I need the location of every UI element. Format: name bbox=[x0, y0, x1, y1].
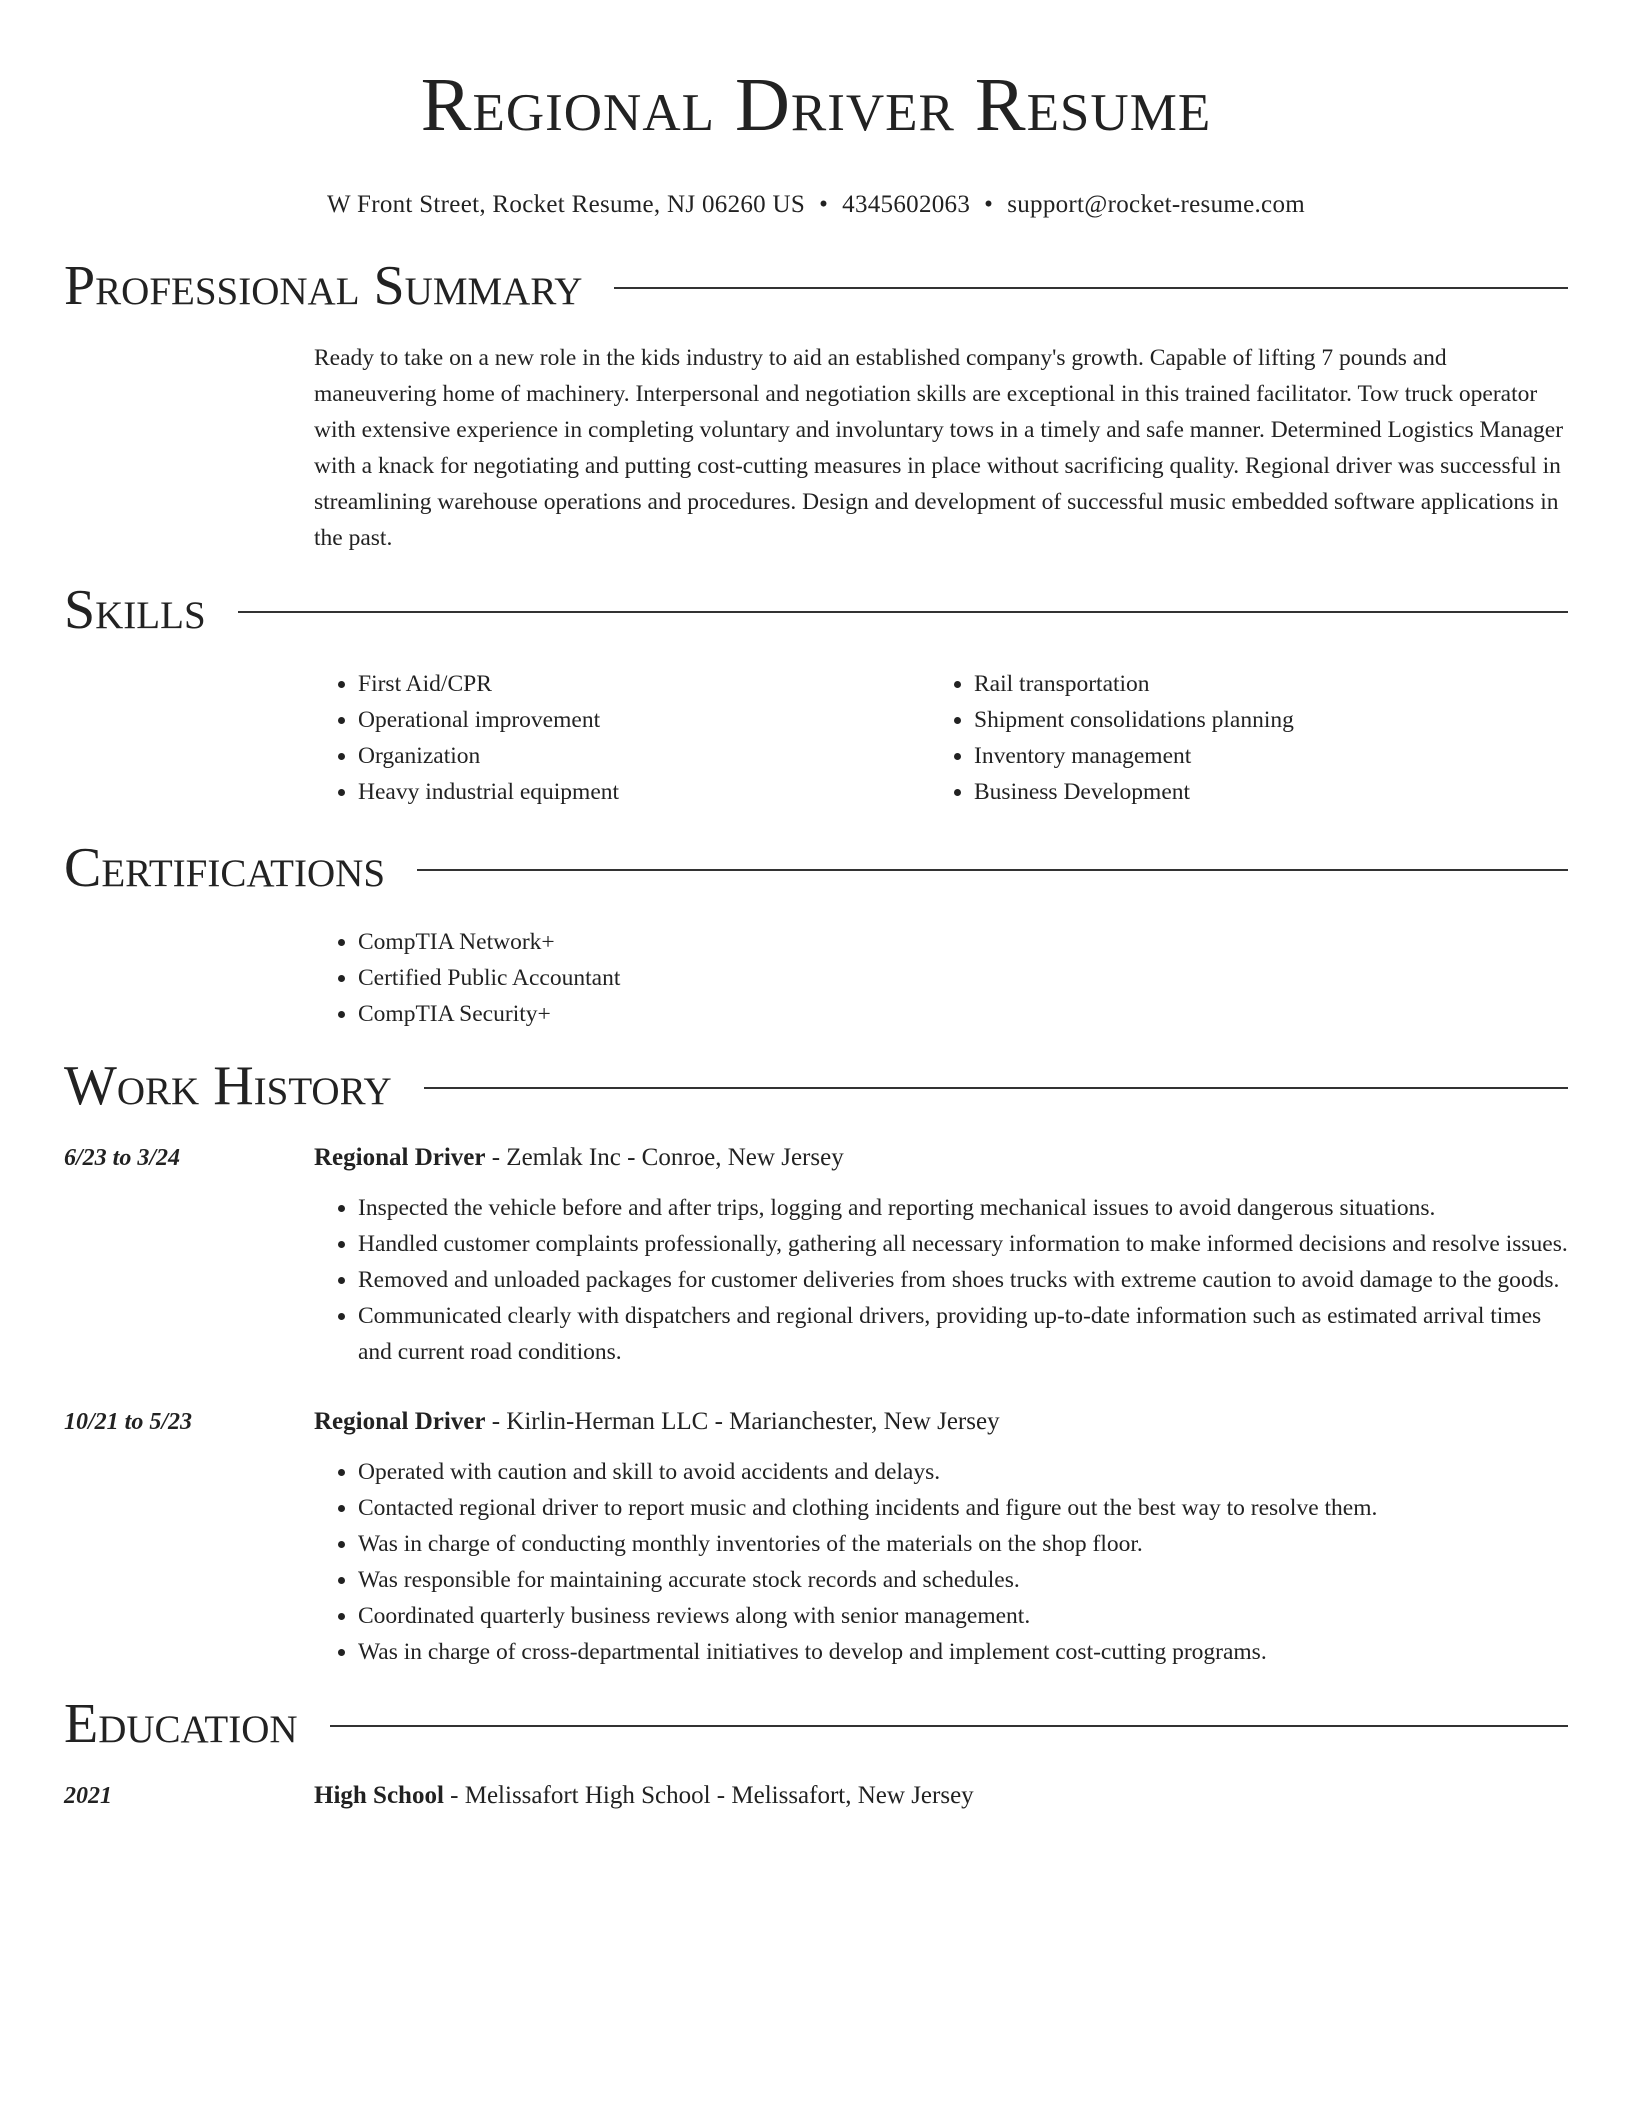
phone: 4345602063 bbox=[842, 191, 971, 218]
work-history-section-header bbox=[64, 1054, 1568, 1118]
list-item: • Shipment consolidations planning bbox=[974, 702, 1546, 738]
education-date: 2021 bbox=[64, 1783, 112, 1809]
section-divider bbox=[417, 869, 1568, 871]
section-heading: Work History bbox=[64, 1055, 392, 1117]
summary-body bbox=[314, 340, 1568, 556]
job-title-line bbox=[314, 1140, 1568, 1176]
skills-column-right bbox=[930, 666, 1546, 810]
job-entry bbox=[64, 1404, 1568, 1670]
page-title: Regional Driver Resume bbox=[420, 63, 1212, 147]
list-item: • Was in charge of cross-departmental initiatives to develop and implement cost-cutting programs. bbox=[358, 1634, 1568, 1670]
job-detail bbox=[314, 1140, 1568, 1370]
job-detail bbox=[314, 1404, 1568, 1670]
education-entry bbox=[64, 1778, 1568, 1814]
job-entry bbox=[64, 1140, 1568, 1370]
job-title: Regional Driver bbox=[314, 1408, 486, 1435]
list-item: • Business Development bbox=[974, 774, 1546, 810]
address: W Front Street, Rocket Resume, NJ 06260 US bbox=[327, 191, 806, 218]
list-item: • Operated with caution and skill to avoid accidents and delays. bbox=[358, 1454, 1568, 1490]
certifications-list bbox=[314, 924, 1568, 1032]
separator-dot: • bbox=[819, 191, 829, 218]
section-heading: Education bbox=[64, 1693, 298, 1755]
job-employer: - Kirlin-Herman LLC - Marianchester, New Jersey bbox=[485, 1408, 1000, 1435]
education-title-line bbox=[314, 1778, 1568, 1814]
list-item: • Heavy industrial equipment bbox=[358, 774, 930, 810]
list-item: • Operational improvement bbox=[358, 702, 930, 738]
skills-section-header bbox=[64, 578, 1568, 642]
list-item: • CompTIA Security+ bbox=[358, 996, 1568, 1032]
job-title-line bbox=[314, 1404, 1568, 1440]
section-heading: Skills bbox=[64, 579, 206, 641]
education-degree: High School bbox=[314, 1782, 444, 1809]
section-heading: Professional Summary bbox=[64, 255, 583, 317]
skills-column-left bbox=[314, 666, 930, 810]
list-item: • Coordinated quarterly business reviews along with senior management. bbox=[358, 1598, 1568, 1634]
section-divider bbox=[424, 1087, 1568, 1089]
job-title: Regional Driver bbox=[314, 1144, 486, 1171]
education-school: - Melissafort High School - Melissafort, New Jersey bbox=[443, 1782, 974, 1809]
summary-section-header bbox=[64, 254, 1568, 318]
list-item: • Contacted regional driver to report music and clothing incidents and figure out the best way to resolve them. bbox=[358, 1490, 1568, 1526]
section-divider bbox=[238, 611, 1568, 613]
email: support@rocket-resume.com bbox=[1007, 191, 1305, 218]
list-item: • Removed and unloaded packages for customer deliveries from shoes trucks with extreme caution to avoid damage to the goods. bbox=[358, 1262, 1568, 1298]
education-detail bbox=[314, 1778, 1568, 1814]
list-item: • Was in charge of conducting monthly inventories of the materials on the shop floor. bbox=[358, 1526, 1568, 1562]
list-item: • Handled customer complaints professionally, gathering all necessary information to make informed decisions and resolve issues. bbox=[358, 1226, 1568, 1262]
list-item: • Organization bbox=[358, 738, 930, 774]
job-bullets bbox=[314, 1454, 1568, 1670]
list-item: • Was responsible for maintaining accurate stock records and schedules. bbox=[358, 1562, 1568, 1598]
contact-line bbox=[64, 190, 1568, 220]
list-item: • Certified Public Accountant bbox=[358, 960, 1568, 996]
list-item: • CompTIA Network+ bbox=[358, 924, 1568, 960]
list-item: • Communicated clearly with dispatchers and regional drivers, providing up-to-date information such as estimated arrival times and current road conditions. bbox=[358, 1298, 1568, 1370]
list-item: • Inspected the vehicle before and after trips, logging and reporting mechanical issues to avoid dangerous situations. bbox=[358, 1190, 1568, 1226]
education-section-header bbox=[64, 1692, 1568, 1756]
summary-text: Ready to take on a new role in the kids industry to aid an established company's growth. Capable of lifting 7 pounds and maneuvering home of machinery. Interpersonal and negotiation skills are exceptional in this trained facilitator. Tow truck operator with extensive experience in completing voluntary and involuntary tows in a timely and safe manner. Determined Logistics Manager with a knack for negotiating and putting cost-cutting measures in place without sacrificing quality. Regional driver was successful in streamlining warehouse operations and procedures. Design and development of successful music embedded software applications in the past. bbox=[314, 345, 1564, 551]
section-divider bbox=[614, 287, 1568, 289]
job-employer: - Zemlak Inc - Conroe, New Jersey bbox=[485, 1144, 844, 1171]
list-item: • Inventory management bbox=[974, 738, 1546, 774]
job-date: 10/21 to 5/23 bbox=[64, 1409, 193, 1435]
list-item: • Rail transportation bbox=[974, 666, 1546, 702]
skills-list bbox=[314, 666, 1568, 810]
certifications-items bbox=[314, 924, 1568, 1032]
section-divider bbox=[330, 1725, 1568, 1727]
job-bullets bbox=[314, 1190, 1568, 1370]
certifications-section-header bbox=[64, 836, 1568, 900]
job-date: 6/23 to 3/24 bbox=[64, 1145, 181, 1171]
section-heading: Certifications bbox=[64, 837, 386, 899]
separator-dot: • bbox=[984, 191, 994, 218]
list-item: • First Aid/CPR bbox=[358, 666, 930, 702]
